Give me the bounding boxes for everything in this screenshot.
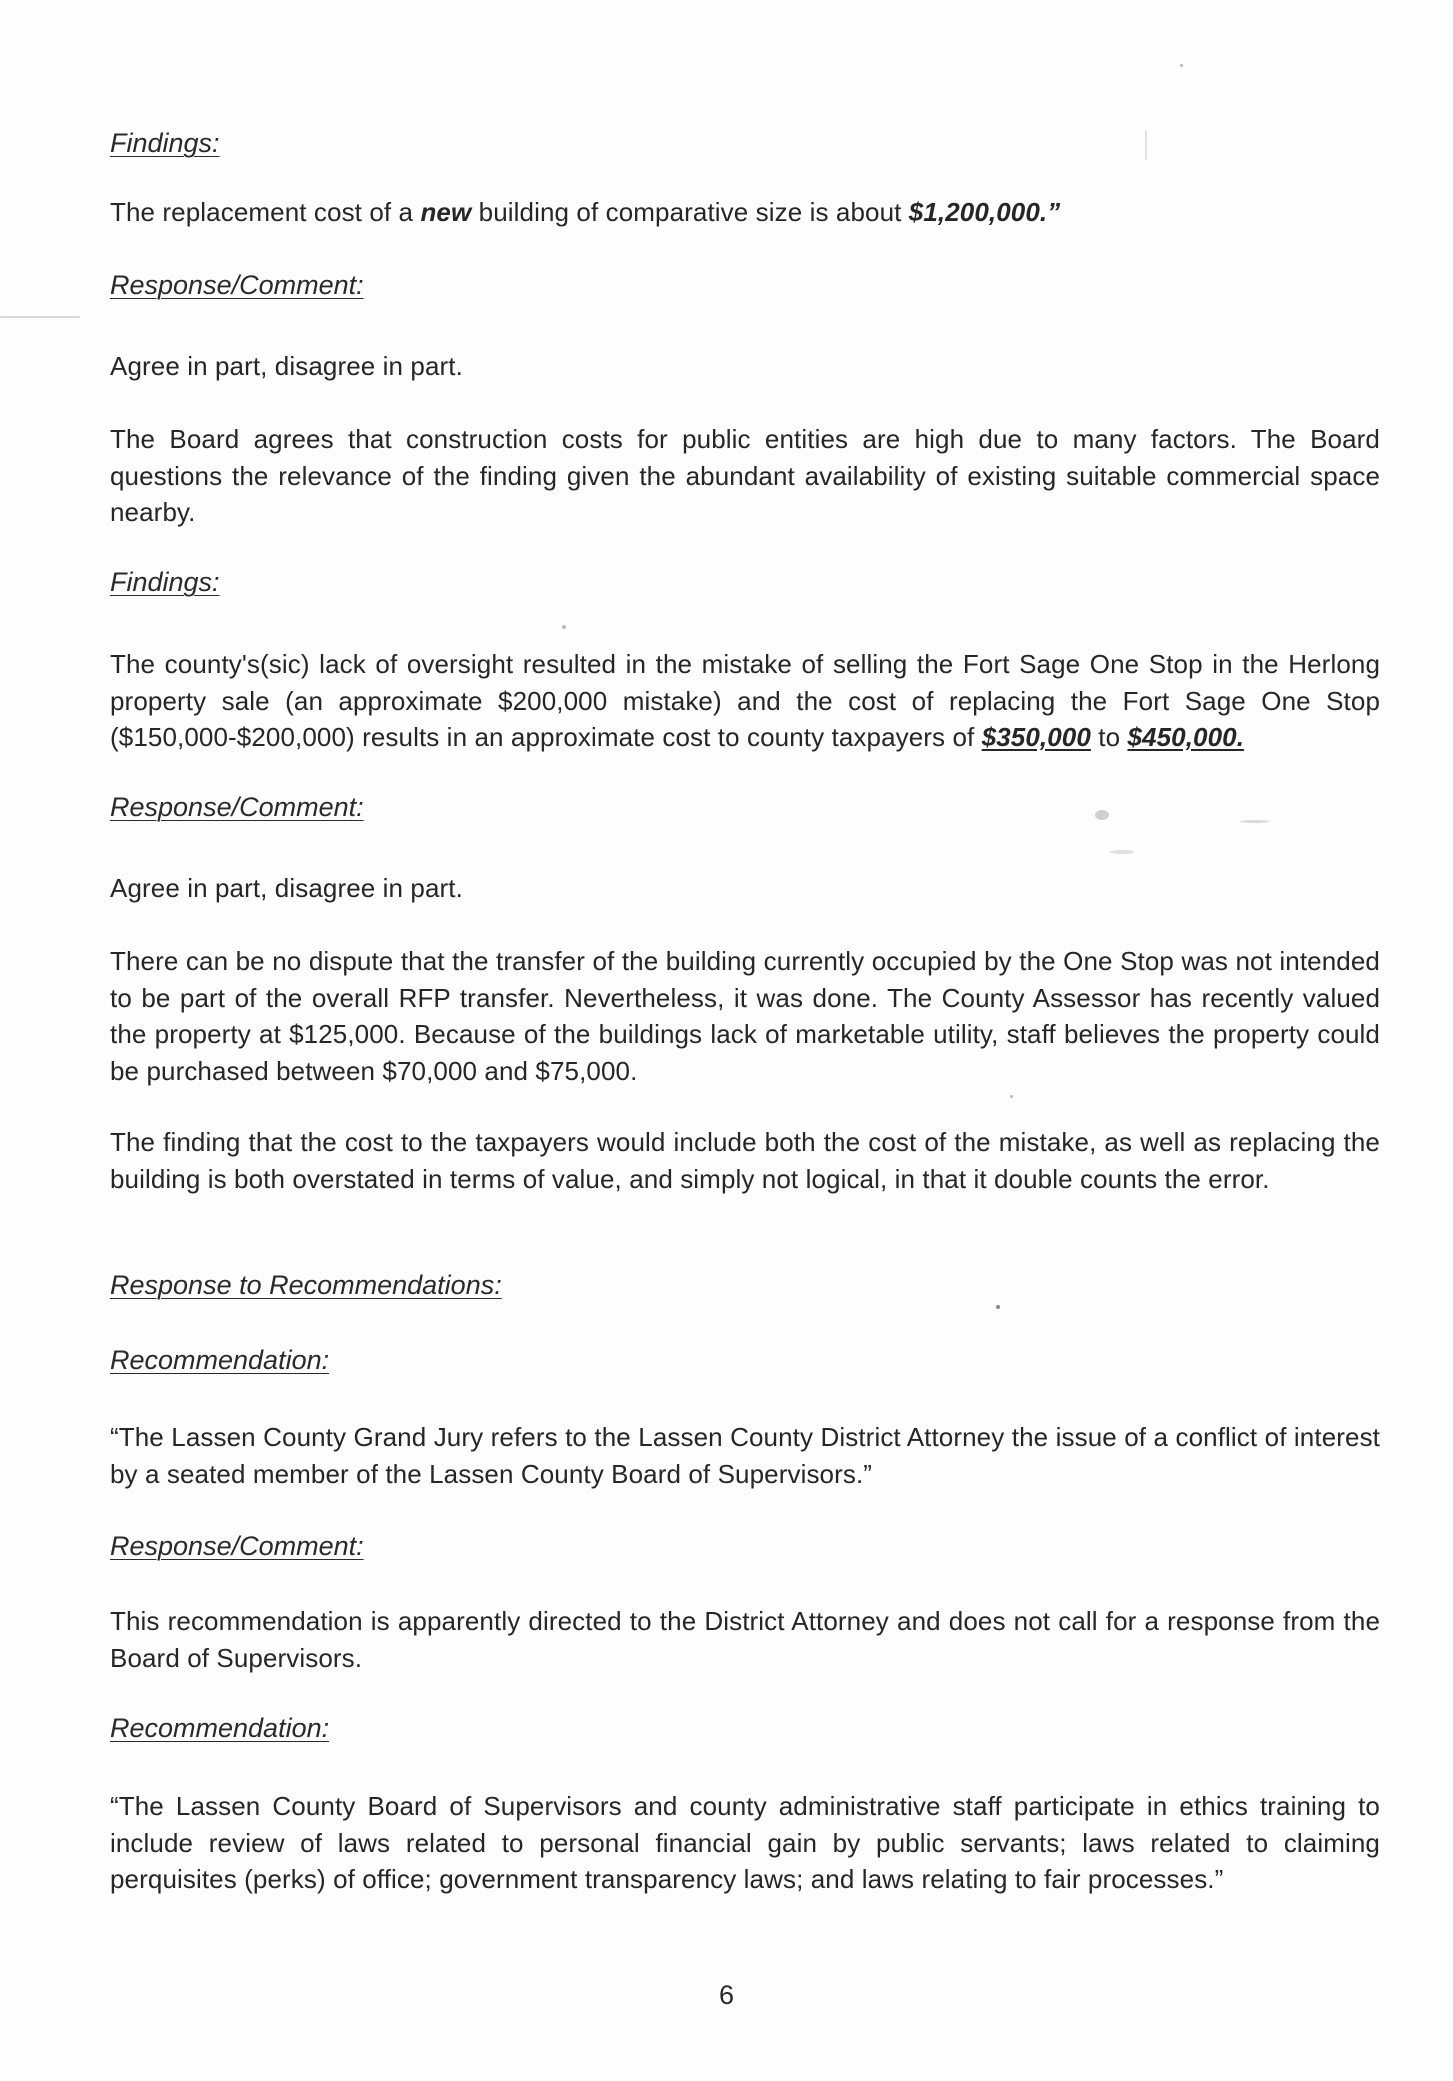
response-agree-part-1: Agree in part, disagree in part. [110,351,463,381]
finding-amount-low: $350,000 [981,722,1091,752]
response-agree-part-2: Agree in part, disagree in part. [110,873,463,903]
recommendation-paragraph-conflict-of-interest: “The Lassen County Grand Jury refers to the Lassen County District Attorney the issue of a conflict of interest by a seated member of the Lassen County Board of Supervisors.” [110,1422,1380,1489]
recommendation-paragraph-ethics-training: “The Lassen County Board of Supervisors and county administrative staff participate in ethics training to include review of laws related to personal financial gain by public servants; laws related to claiming perquisites (perks) of office; government transparency laws; and laws relating to fair processes.” [110,1791,1380,1894]
response-heading-2: Response/Comment: [110,792,364,822]
scan-speck [1240,820,1270,823]
finding-amount-high: $450,000. [1127,722,1245,752]
finding-amount: $1,200,000.” [908,197,1061,227]
response-heading-3: Response/Comment: [110,1531,364,1561]
response-paragraph-double-count: The finding that the cost to the taxpayers would include both the cost of the mistake, as well as replacing the building is both overstated in terms of value, and simply not logical, in that it double counts the error. [110,1127,1380,1194]
response-paragraph-one-stop-transfer: There can be no dispute that the transfer of the building currently occupied by the One Stop was not intended to be part of the overall RFP transfer. Nevertheless, it was done. The County Assessor has recently valued the property at $125,000. Because of the buildings lack of marketable utility, staff believes the property could be purchased between $70,000 and $75,000. [110,946,1380,1086]
response-heading-1: Response/Comment: [110,270,364,300]
finding-text-mid: building of comparative size is about [471,197,909,227]
findings-heading-1: Findings: [110,128,220,158]
scan-speck [996,1305,1000,1309]
scan-speck [1145,130,1147,160]
findings-heading-2: Findings: [110,567,220,597]
response-paragraph-district-attorney: This recommendation is apparently directed to the District Attorney and does not call for a response from the Board of Supervisors. [110,1606,1380,1673]
scan-speck [1010,1095,1013,1098]
finding-emphasis-new: new [420,197,472,227]
scan-speck [0,316,80,318]
scan-speck [1095,810,1109,820]
finding-text-pre: The replacement cost of a [110,197,421,227]
finding-oversight-text: The county's(sic) lack of oversight resulted in the mistake of selling the Fort Sage One Stop in the Herlong property sale (an approximate $200,000 mistake) and the cost of replacing the Fort Sage One Stop ($150,000-$200,000) results in an approximate cost to county taxpayers of [110,649,1380,752]
response-to-recommendations-heading: Response to Recommendations: [110,1270,502,1300]
finding-oversight-paragraph [110,646,1380,756]
scan-speck [1110,850,1134,854]
recommendation-heading-2: Recommendation: [110,1713,330,1743]
finding-replacement-cost [110,194,1380,231]
scan-speck [1180,64,1183,67]
finding-amount-connector: to [1090,722,1128,752]
response-paragraph-construction-costs: The Board agrees that construction costs for public entities are high due to many factors. The Board questions the relevance of the finding given the abundant availability of existing suitable commercial space nearby. [110,424,1380,527]
page-number: 6 [718,1980,735,2010]
scan-speck [562,625,566,629]
recommendation-heading-1: Recommendation: [110,1345,330,1375]
